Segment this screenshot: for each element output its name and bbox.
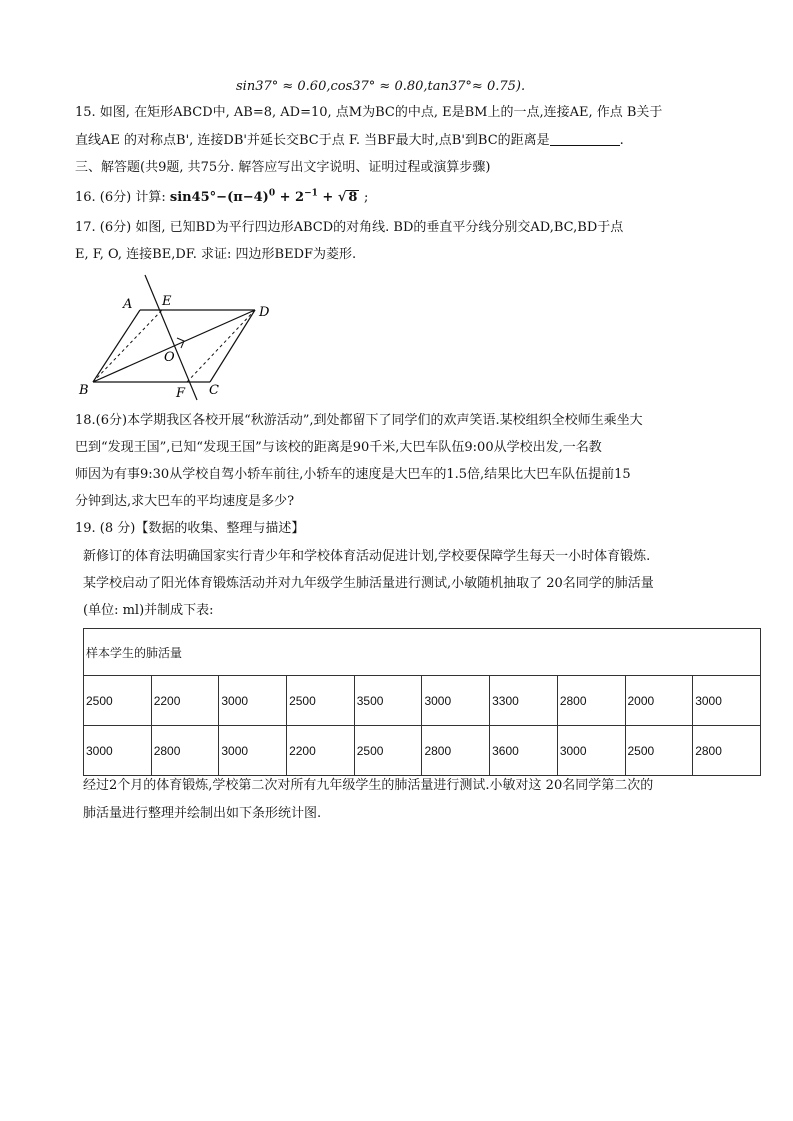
table-cell: 2500 bbox=[84, 676, 152, 726]
q16-exp-0: 0 bbox=[268, 188, 276, 199]
lung-capacity-table bbox=[83, 628, 761, 776]
q15-line-2 bbox=[75, 132, 624, 150]
q16-exp-minus1: −1 bbox=[304, 188, 318, 199]
table-cell: 2200 bbox=[287, 726, 355, 776]
q16-term-3: + √ bbox=[317, 190, 347, 205]
q16-prefix: 16. (6分) 计算: bbox=[75, 190, 170, 205]
q16-line bbox=[75, 189, 368, 207]
table-row bbox=[84, 676, 761, 726]
table-cell: 2800 bbox=[557, 676, 625, 726]
q15-end: . bbox=[619, 133, 624, 148]
label-E: E bbox=[162, 294, 172, 309]
q19-line-3: (单位: ml)并制成下表: bbox=[83, 603, 214, 618]
label-D: D bbox=[259, 305, 270, 320]
q18-line-1: 18.(6分)本学期我区各校开展“秋游活动”,到处都留下了同学们的欢声笑语.某校组织全校师生乘坐大 bbox=[75, 413, 643, 428]
table-cell: 3300 bbox=[490, 676, 558, 726]
table-cell: 3000 bbox=[422, 676, 490, 726]
trig-values-line bbox=[236, 78, 525, 96]
table-cell: 2800 bbox=[422, 726, 490, 776]
table-cell: 2800 bbox=[693, 726, 761, 776]
label-C: C bbox=[209, 383, 219, 398]
table-cell: 2500 bbox=[354, 726, 422, 776]
q17-line-1: 17. (6分) 如图, 已知BD为平行四边形ABCD的对角线. BD的垂直平分线分别交AD,BC,BD于点 bbox=[75, 220, 624, 235]
q19-line-1: 新修订的体育法明确国家实行青少年和学校体育活动促进计划,学校要保障学生每天一小时体育锻炼. bbox=[83, 549, 651, 564]
q18-line-2: 巴到“发现王国”,已知“发现王国”与该校的距离是90千米,大巴车队伍9:00从学校出发,一名教 bbox=[75, 440, 602, 455]
section-heading: 三、解答题(共9题, 共75分. 解答应写出文字说明、证明过程或演算步骤) bbox=[75, 160, 491, 175]
q16-term-1: sin45°−(π−4) bbox=[169, 190, 269, 205]
trig-values-end: . bbox=[520, 79, 526, 94]
side-DC bbox=[210, 310, 255, 382]
table-cell: 2500 bbox=[625, 726, 693, 776]
q19-after-1: 经过2个月的体育锻炼,学校第二次对所有九年级学生的肺活量进行测试.小敏对这 20名同学第二次的 bbox=[83, 778, 654, 793]
table-header-row bbox=[84, 629, 761, 676]
table-row bbox=[84, 726, 761, 776]
q19-after-2: 肺活量进行整理并绘制出如下条形统计图. bbox=[83, 806, 322, 821]
q18-line-4: 分钟到达,求大巴车的平均速度是多少? bbox=[75, 494, 295, 509]
table-cell: 3500 bbox=[354, 676, 422, 726]
q16-formula bbox=[170, 190, 364, 205]
segment-DF bbox=[187, 310, 255, 382]
q18-line-3: 师因为有事9:30从学校自驾小轿车前往,小轿车的速度是大巴车的1.5倍,结果比大巴车队伍提前15 bbox=[75, 467, 631, 482]
q15-line-1: 15. 如图, 在矩形ABCD中, AB=8, AD=10, 点M为BC的中点, E是BM上的一点,连接AE, 作点 B关于 bbox=[75, 105, 663, 120]
table-cell: 2000 bbox=[625, 676, 693, 726]
q15-text: 直线AE 的对称点B', 连接DB'并延长交BC于点 F. 当BF最大时,点B'到BC的距离是 bbox=[75, 133, 550, 148]
label-F: F bbox=[176, 386, 186, 401]
q19-title: 19. (8 分)【数据的收集、整理与描述】 bbox=[75, 521, 305, 536]
q16-term-2: + 2 bbox=[275, 190, 305, 205]
q19-line-2: 某学校启动了阳光体育锻炼活动并对九年级学生肺活量进行测试,小敏随机抽取了 20名同学的肺活量 bbox=[83, 576, 654, 591]
answer-blank[interactable] bbox=[550, 133, 620, 146]
table-cell: 3000 bbox=[84, 726, 152, 776]
label-B: B bbox=[79, 383, 89, 398]
table-header: 样本学生的肺活量 bbox=[84, 629, 761, 676]
q16-end: ; bbox=[363, 190, 369, 205]
label-O: O bbox=[164, 350, 175, 365]
table-cell: 3000 bbox=[219, 726, 287, 776]
table-cell: 2500 bbox=[287, 676, 355, 726]
q16-radicand: 8 bbox=[348, 190, 358, 205]
table-cell: 3000 bbox=[693, 676, 761, 726]
q17-line-2: E, F, O, 连接BE,DF. 求证: 四边形BEDF为菱形. bbox=[75, 247, 357, 262]
parallelogram-figure bbox=[75, 270, 295, 405]
label-A: A bbox=[123, 297, 133, 312]
table-cell: 3000 bbox=[219, 676, 287, 726]
segment-BE bbox=[93, 310, 162, 382]
trig-values: sin37° ≈ 0.60,cos37° ≈ 0.80,tan37°≈ 0.75) bbox=[236, 79, 521, 94]
table-cell: 2200 bbox=[151, 676, 219, 726]
table-cell: 2800 bbox=[151, 726, 219, 776]
table-cell: 3000 bbox=[557, 726, 625, 776]
table-cell: 3600 bbox=[490, 726, 558, 776]
